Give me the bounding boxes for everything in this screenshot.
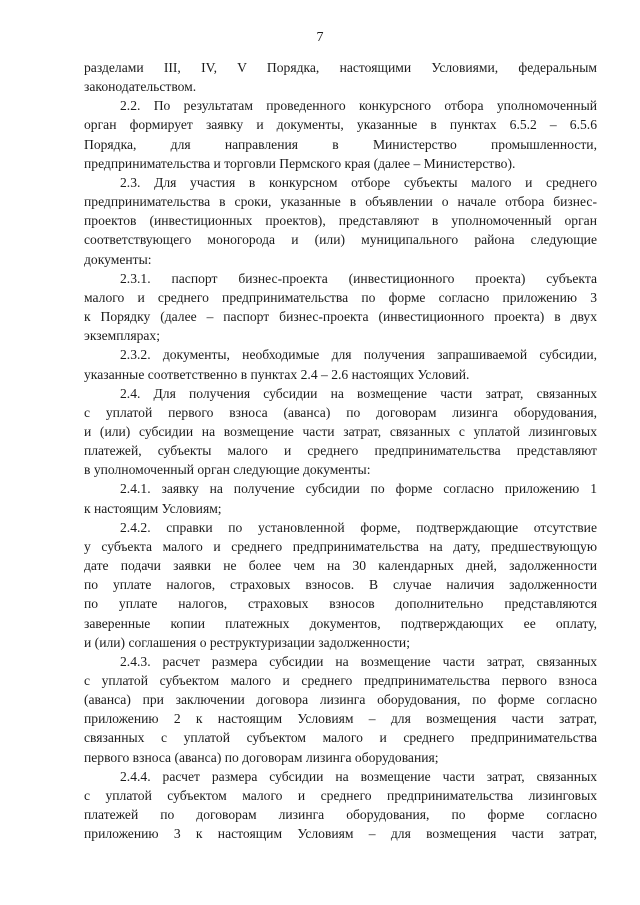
text-line: предпринимательства в сроки, указанные в объявлении о начале отбора бизнес- [84, 194, 597, 210]
text-line: по уплате налогов, страховых взносов. В случае наличия задолженности [84, 577, 597, 593]
text-line: 2.3.2. документы, необходимые для получения запрашиваемой субсидии, [120, 347, 597, 363]
text-line: первого взноса (аванса) по договорам лизинга оборудования; [84, 749, 439, 765]
paragraph-p1 [84, 96, 597, 173]
text-line: предпринимательства и торговли Пермского края (далее – Министерство). [84, 155, 516, 171]
text-line: с уплатой субъектом малого и среднего предпринимательства лизинговых [84, 787, 597, 803]
text-line: связанных с уплатой субъектом малого и среднего предпринимательства [84, 730, 597, 746]
text-line: 2.4.1. заявку на получение субсидии по форме согласно приложению 1 [120, 481, 597, 497]
paragraph-p4 [84, 345, 597, 383]
text-line: платежей по договорам лизинга оборудования, по форме согласно [84, 807, 597, 823]
text-line: приложению 2 к настоящим Условиям – для возмещения части затрат, [84, 711, 597, 727]
text-line: у субъекта малого и среднего предпринимательства на дату, предшествующую [84, 538, 597, 554]
document-body [84, 58, 597, 843]
text-line: законодательством. [84, 79, 197, 95]
paragraph-p0 [84, 58, 597, 96]
text-line: к Порядку (далее – паспорт бизнес-проекта (инвестиционного проекта) в двух [84, 309, 597, 325]
text-line: 2.4.2. справки по установленной форме, подтверждающие отсутствие [120, 519, 597, 535]
text-line: Порядка, для направления в Министерство промышленности, [84, 136, 597, 152]
text-line: 2.4. Для получения субсидии на возмещение части затрат, связанных [120, 385, 597, 401]
text-line: и (или) соглашения о реструктуризации задолженности; [84, 634, 410, 650]
paragraph-p8 [84, 652, 597, 767]
text-line: дате подачи заявки не более чем на 30 календарных дней, задолженности [84, 558, 597, 574]
text-line: 2.3.1. паспорт бизнес-проекта (инвестиционного проекта) субъекта [120, 270, 597, 286]
text-line: и (или) субсидии на возмещение части затрат, связанных с уплатой лизинговых [84, 423, 597, 439]
text-line: в уполномоченный орган следующие документы: [84, 462, 371, 478]
text-line: 2.3. Для участия в конкурсном отборе субъекты малого и среднего [120, 174, 597, 190]
text-line: (аванса) при заключении договора лизинга оборудования, по форме согласно [84, 692, 597, 708]
paragraph-p9 [84, 767, 597, 844]
text-line: 2.4.3. расчет размера субсидии на возмещение части затрат, связанных [120, 653, 597, 669]
paragraph-p3 [84, 269, 597, 346]
text-line: с уплатой первого взноса (аванса) по договорам лизинга оборудования, [84, 404, 597, 420]
text-line: приложению 3 к настоящим Условиям – для возмещения части затрат, [84, 826, 597, 842]
paragraph-p2 [84, 173, 597, 269]
text-line: малого и среднего предпринимательства по форме согласно приложению 3 [84, 289, 597, 305]
text-line: указанные соответственно в пунктах 2.4 – 2.6 настоящих Условий. [84, 366, 470, 382]
text-line: заверенные копии платежных документов, подтверждающих ее оплату, [84, 615, 597, 631]
text-line: документы: [84, 251, 152, 267]
text-line: проектов (инвестиционных проектов), представляют в уполномоченный орган [84, 213, 597, 229]
paragraph-p5 [84, 384, 597, 480]
text-line: с уплатой субъектом малого и среднего предпринимательства первого взноса [84, 673, 597, 688]
text-line: 2.2. По результатам проведенного конкурсного отбора уполномоченный [120, 98, 597, 114]
text-line: по уплате налогов, страховых взносов дополнительно представляются [84, 596, 597, 612]
text-line: к настоящим Условиям; [84, 500, 222, 516]
text-line: 2.4.4. расчет размера субсидии на возмещение части затрат, связанных [120, 768, 597, 784]
text-line: экземплярах; [84, 328, 160, 344]
text-line: разделами III, IV, V Порядка, настоящими Условиями, федеральным [84, 60, 597, 75]
paragraph-p7 [84, 518, 597, 652]
page-number: 7 [316, 30, 324, 45]
text-line: орган формирует заявку и документы, указанные в пунктах 6.5.2 – 6.5.6 [84, 117, 597, 133]
text-line: платежей, субъекты малого и среднего предпринимательства представляют [84, 443, 597, 459]
paragraph-p6 [84, 479, 597, 517]
text-line: соответствующего моногорода и (или) муниципального района следующие [84, 232, 597, 248]
